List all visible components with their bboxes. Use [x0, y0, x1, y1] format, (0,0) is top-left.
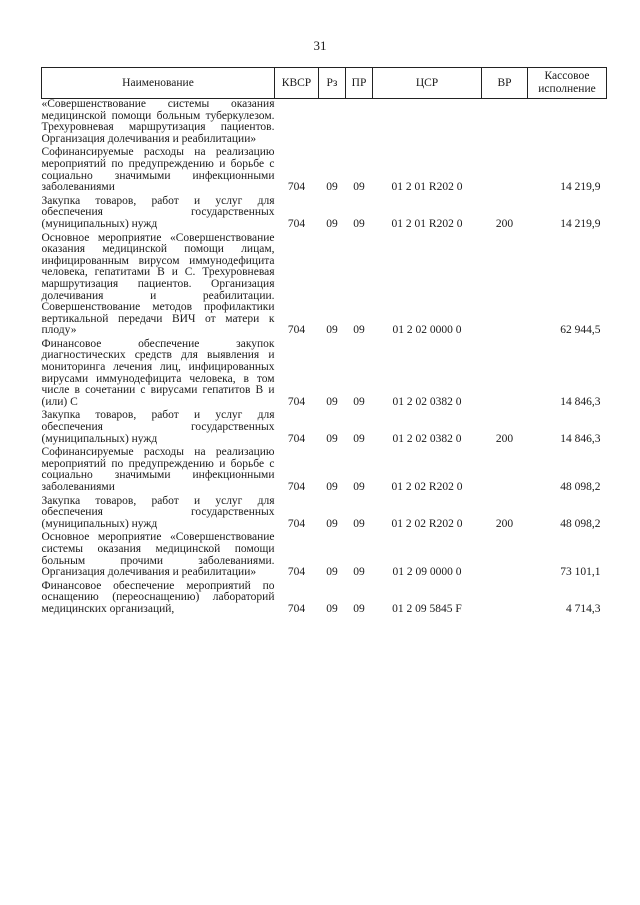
row-kvsr: 704	[287, 517, 306, 530]
row-name: Софинансируемые расходы на реализацию мероприятий по предупреждению и борьбе с социально значимыми инфекционными заболеваниями	[41, 446, 275, 493]
row-pr: 09	[353, 181, 365, 194]
row-rz: 09	[326, 217, 338, 230]
row-kvsr: 704	[287, 481, 306, 493]
row-pr: 09	[353, 432, 365, 445]
row-kvsr: 704	[287, 602, 306, 615]
row-name: Закупка товаров, работ и услуг для обеспечения государственных (муниципальных) нужд	[41, 409, 275, 445]
row-csr: 01 2 02 0382 0	[392, 432, 462, 445]
table-row	[42, 410, 607, 447]
row-name: «Совершенствование системы оказания медицинской помощи больным туберкулезом. Трехуровневая маршрутизация пациентов. Организация долечивания и реабилитации»	[41, 98, 275, 145]
header-amount: Кассовое исполнение	[528, 68, 607, 99]
header-name: Наименование	[42, 68, 275, 99]
row-amount	[528, 99, 607, 148]
row-name: Основное мероприятие «Совершенствование оказания медицинской помощи лицам, инфицированным вирусом иммунодефицита человека, гепатитами В и С. Трехуровневая маршрутизация пациентов. Организация долечивания и реабилитации. Совершенствование методов профилактики вертикальной передачи ВИЧ от матери к плоду»	[41, 231, 275, 337]
row-kvsr: 704	[287, 217, 306, 230]
row-vr: 200	[495, 217, 514, 230]
row-amount: 14 846,3	[560, 432, 601, 445]
table-row	[42, 532, 607, 580]
row-amount: 48 098,2	[560, 517, 601, 530]
row-kvsr: 704	[287, 432, 306, 445]
row-csr	[373, 99, 482, 148]
row-amount: 48 098,2	[560, 481, 601, 493]
row-vr	[482, 532, 528, 580]
row-rz: 09	[326, 432, 338, 445]
header-csr: ЦСР	[373, 68, 482, 99]
row-vr	[482, 147, 528, 195]
row-vr	[482, 99, 528, 148]
row-vr	[482, 581, 528, 618]
row-rz: 09	[326, 481, 338, 493]
row-pr: 09	[353, 481, 365, 493]
row-vr	[482, 339, 528, 411]
row-rz: 09	[326, 181, 338, 194]
table-header-row	[42, 68, 607, 99]
row-csr: 01 2 02 R202 0	[391, 517, 463, 530]
table-row	[42, 496, 607, 533]
row-rz: 09	[326, 517, 338, 530]
row-csr: 01 2 09 0000 0	[392, 566, 462, 579]
header-kvsr: КВСР	[275, 68, 319, 99]
row-name: Закупка товаров, работ и услуг для обеспечения государственных (муниципальных) нужд	[41, 194, 275, 230]
row-name: Финансовое обеспечение мероприятий по оснащению (переоснащению) лабораторий медицинских организаций,	[41, 579, 275, 615]
row-vr	[482, 233, 528, 339]
row-vr: 200	[495, 432, 514, 445]
row-pr	[346, 99, 373, 148]
table-row	[42, 339, 607, 411]
row-amount: 4 714,3	[566, 602, 601, 615]
row-rz: 09	[326, 395, 338, 408]
row-amount: 73 101,1	[560, 566, 601, 579]
page-number: 31	[313, 38, 327, 53]
row-name: Закупка товаров, работ и услуг для обеспечения государственных (муниципальных) нужд	[41, 494, 275, 530]
row-kvsr: 704	[287, 566, 306, 579]
table-row	[42, 99, 607, 148]
row-rz: 09	[326, 602, 338, 615]
table-row	[42, 447, 607, 495]
row-name: Софинансируемые расходы на реализацию мероприятий по предупреждению и борьбе с социально значимыми инфекционными заболеваниями	[41, 146, 275, 194]
table-row	[42, 147, 607, 195]
row-csr: 01 2 09 5845 F	[392, 602, 462, 615]
row-amount: 62 944,5	[560, 324, 601, 337]
row-rz: 09	[326, 324, 338, 337]
row-csr: 01 2 02 0000 0	[392, 324, 462, 337]
row-vr	[482, 447, 528, 495]
row-pr: 09	[353, 395, 365, 408]
row-pr: 09	[353, 517, 365, 530]
row-pr: 09	[353, 566, 365, 579]
header-vr: ВР	[482, 68, 528, 99]
row-rz	[319, 99, 346, 148]
row-vr: 200	[495, 517, 514, 530]
row-kvsr	[275, 99, 319, 148]
table-row	[42, 196, 607, 233]
row-pr: 09	[353, 324, 365, 337]
header-rz: Рз	[319, 68, 346, 99]
row-amount: 14 219,9	[560, 217, 601, 230]
row-kvsr: 704	[287, 395, 306, 408]
row-amount: 14 846,3	[560, 395, 601, 408]
row-pr: 09	[353, 602, 365, 615]
row-rz: 09	[326, 566, 338, 579]
budget-table	[41, 67, 607, 618]
row-csr: 01 2 02 R202 0	[391, 481, 463, 493]
row-csr: 01 2 01 R202 0	[391, 181, 463, 194]
row-pr: 09	[353, 217, 365, 230]
row-csr: 01 2 01 R202 0	[391, 217, 463, 230]
row-name: Финансовое обеспечение закупок диагностических средств для выявления и мониторинга лечения лиц, инфицированных вирусами иммунодефицита человека, в том числе в сочетании с вирусами гепатитов В и (или) С	[41, 337, 275, 408]
table-row	[42, 581, 607, 618]
table-row	[42, 233, 607, 339]
row-kvsr: 704	[287, 181, 306, 194]
row-kvsr: 704	[287, 324, 306, 337]
row-amount: 14 219,9	[560, 181, 601, 194]
row-name: Основное мероприятие «Совершенствование системы оказания медицинской помощи больным прочими заболеваниями. Организация долечивания и реабилитации»	[41, 531, 275, 579]
row-csr: 01 2 02 0382 0	[392, 395, 462, 408]
header-pr: ПР	[346, 68, 373, 99]
